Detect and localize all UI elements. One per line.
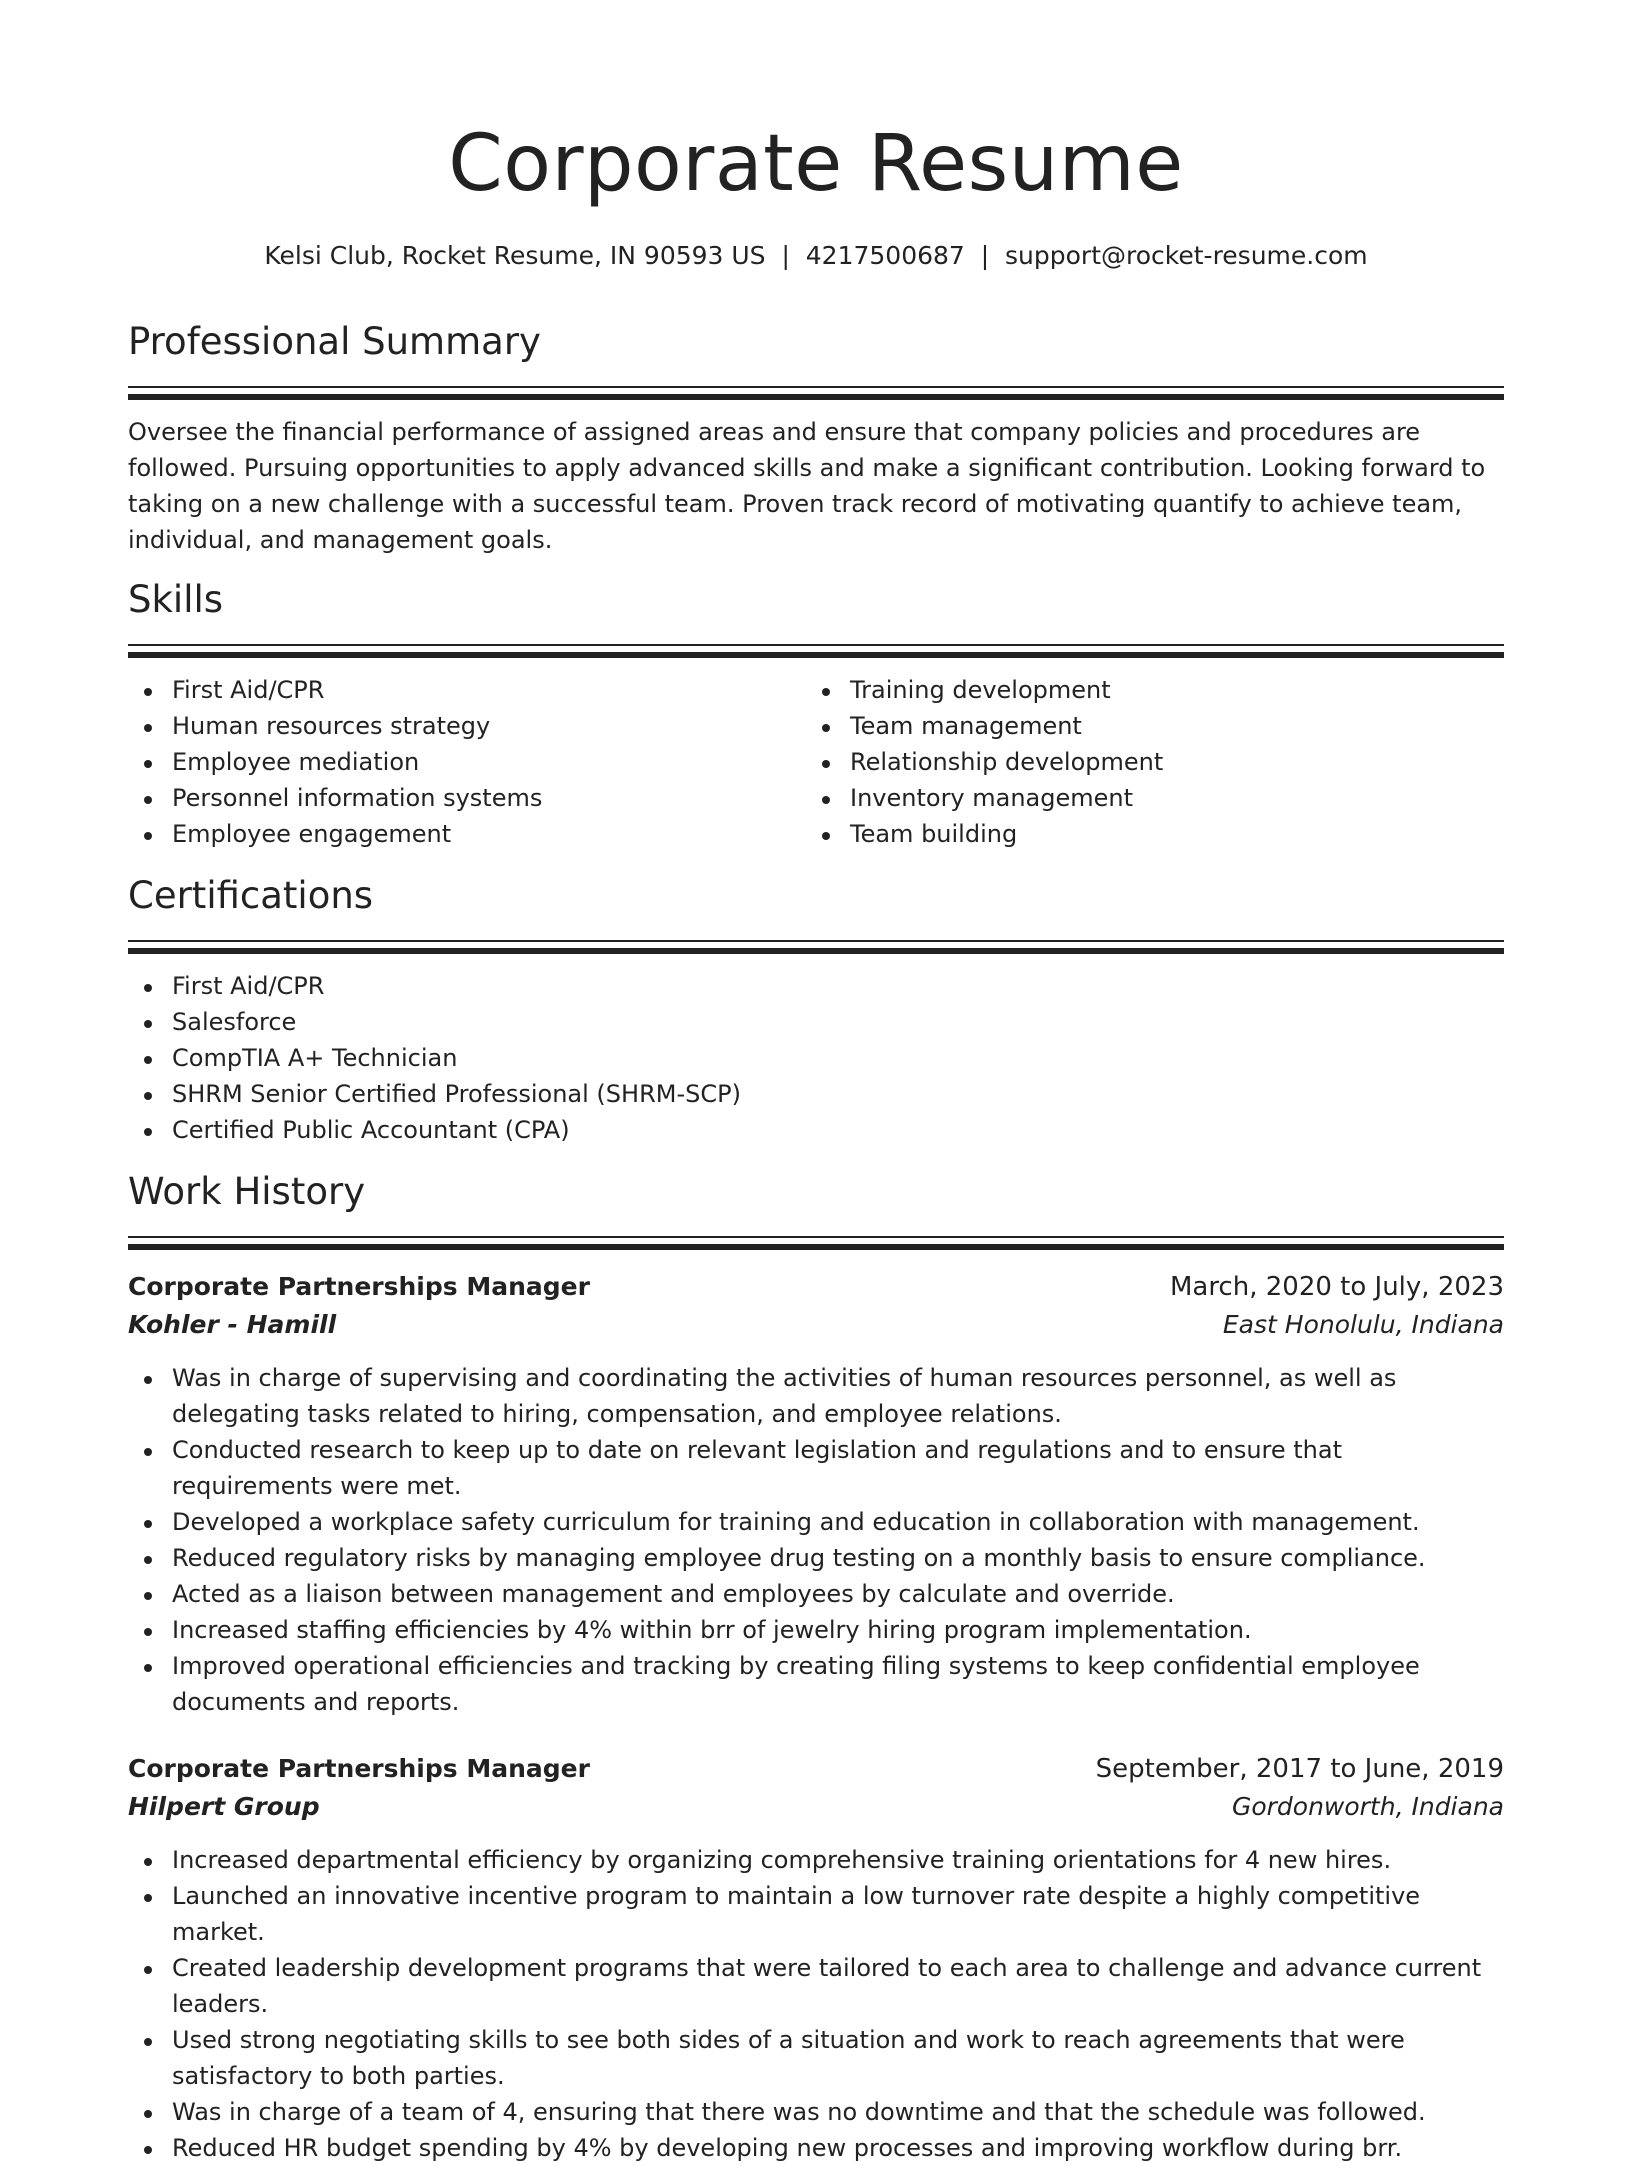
list-item: Reduced HR budget spending by 4% by developing new processes and improving workflow during brr.	[128, 2130, 1504, 2166]
document-title: Corporate Resume	[448, 119, 1184, 209]
bullet-icon	[822, 760, 830, 768]
bullet-icon	[144, 1556, 152, 1564]
job-header	[128, 1268, 1504, 1306]
list-item: Team building	[806, 816, 1484, 852]
bullet-icon	[822, 796, 830, 804]
section-skills	[128, 576, 1504, 852]
job-title: Corporate Partnerships Manager	[128, 1754, 590, 1783]
list-item: Personnel information systems	[128, 780, 806, 816]
job-company: Hilpert Group	[128, 1792, 320, 1821]
bullet-icon	[144, 1092, 152, 1100]
list-item: Improved operational efficiencies and tracking by creating filing systems to keep confidential employee documents and reports.	[128, 1648, 1504, 1720]
job-dates: March, 2020 to July, 2023	[1169, 1272, 1504, 1302]
section-divider	[128, 1236, 1504, 1250]
section-heading: Skills	[128, 578, 224, 621]
bullet-icon	[144, 984, 152, 992]
skills-columns	[128, 672, 1504, 852]
section-divider	[128, 644, 1504, 658]
list-item: Created leadership development programs that were tailored to each area to challenge and advance current leaders.	[128, 1950, 1504, 2022]
section-heading: Professional Summary	[128, 320, 541, 363]
bullet-icon	[144, 1966, 152, 1974]
list-item: Was in charge of supervising and coordinating the activities of human resources personnel, as well as delegating tasks related to hiring, compensation, and employee relations.	[128, 1360, 1504, 1432]
bullet-icon	[144, 1520, 152, 1528]
bullet-icon	[144, 1664, 152, 1672]
bullet-icon	[822, 688, 830, 696]
certifications-list	[128, 968, 1504, 1148]
section-heading: Work History	[128, 1170, 366, 1213]
job-title: Corporate Partnerships Manager	[128, 1272, 590, 1301]
list-item: Acted as a liaison between management and employees by calculate and override.	[128, 1576, 1504, 1612]
list-item: Training development	[806, 672, 1484, 708]
list-item: Conducted research to keep up to date on relevant legislation and regulations and to ensure that requirements were met.	[128, 1432, 1504, 1504]
list-item: Employee mediation	[128, 744, 806, 780]
job-header	[128, 1750, 1504, 1788]
contact-line: Kelsi Club, Rocket Resume, IN 90593 US | 4217500687 | support@rocket-resume.com	[264, 241, 1368, 270]
list-item: Developed a workplace safety curriculum for training and education in collaboration with management.	[128, 1504, 1504, 1540]
list-item: Human resources strategy	[128, 708, 806, 744]
job-bullets	[128, 1360, 1504, 1720]
resume-page	[128, 0, 1504, 2162]
bullet-icon	[144, 724, 152, 732]
job-subheader	[128, 1306, 1504, 1344]
list-item: Relationship development	[806, 744, 1484, 780]
skills-list-left	[128, 672, 806, 852]
bullet-icon	[144, 1020, 152, 1028]
bullet-icon	[144, 2038, 152, 2046]
bullet-icon	[144, 2146, 152, 2154]
list-item: CompTIA A+ Technician	[128, 1040, 1504, 1076]
bullet-icon	[144, 1858, 152, 1866]
skills-list-right	[806, 672, 1484, 852]
list-item: Certified Public Accountant (CPA)	[128, 1112, 1504, 1148]
list-item: First Aid/CPR	[128, 968, 1504, 1004]
bullet-icon	[822, 832, 830, 840]
job-bullets	[128, 1842, 1504, 2166]
bullet-icon	[144, 832, 152, 840]
list-item: Reduced regulatory risks by managing employee drug testing on a monthly basis to ensure compliance.	[128, 1540, 1504, 1576]
bullet-icon	[144, 1056, 152, 1064]
section-heading: Certifications	[128, 874, 374, 917]
list-item: Team management	[806, 708, 1484, 744]
bullet-icon	[144, 1628, 152, 1636]
job-entry	[128, 1750, 1504, 2166]
section-professional-summary	[128, 318, 1504, 558]
bullet-icon	[144, 688, 152, 696]
summary-text: Oversee the financial performance of assigned areas and ensure that company policies and procedures are followed. Pursuing opportunities to apply advanced skills and make a significant contribution. Looking forward to taking on a new challenge with a successful team. Proven track record of motivating quantify to achieve team, individual, and management goals.	[128, 418, 1486, 554]
list-item: SHRM Senior Certified Professional (SHRM-SCP)	[128, 1076, 1504, 1112]
bullet-icon	[144, 1128, 152, 1136]
job-entry	[128, 1268, 1504, 1720]
bullet-icon	[144, 1448, 152, 1456]
job-location: Gordonworth, Indiana	[1231, 1792, 1504, 1821]
list-item: Salesforce	[128, 1004, 1504, 1040]
bullet-icon	[822, 724, 830, 732]
list-item: Employee engagement	[128, 816, 806, 852]
job-subheader	[128, 1788, 1504, 1826]
job-location: East Honolulu, Indiana	[1222, 1310, 1504, 1339]
bullet-icon	[144, 1592, 152, 1600]
list-item: Launched an innovative incentive program to maintain a low turnover rate despite a highly competitive market.	[128, 1878, 1504, 1950]
section-work-history	[128, 1168, 1504, 2166]
job-company: Kohler - Hamill	[128, 1310, 337, 1339]
bullet-icon	[144, 1894, 152, 1902]
list-item: Increased departmental efficiency by organizing comprehensive training orientations for 4 new hires.	[128, 1842, 1504, 1878]
section-certifications	[128, 872, 1504, 1148]
list-item: Inventory management	[806, 780, 1484, 816]
bullet-icon	[144, 1376, 152, 1384]
list-item: Increased staffing efficiencies by 4% within brr of jewelry hiring program implementation.	[128, 1612, 1504, 1648]
list-item: First Aid/CPR	[128, 672, 806, 708]
section-divider	[128, 940, 1504, 954]
section-divider	[128, 386, 1504, 400]
list-item: Used strong negotiating skills to see both sides of a situation and work to reach agreements that were satisfactory to both parties.	[128, 2022, 1504, 2094]
list-item: Was in charge of a team of 4, ensuring that there was no downtime and that the schedule was followed.	[128, 2094, 1504, 2130]
bullet-icon	[144, 2110, 152, 2118]
bullet-icon	[144, 796, 152, 804]
job-dates: September, 2017 to June, 2019	[1095, 1754, 1504, 1784]
bullet-icon	[144, 760, 152, 768]
